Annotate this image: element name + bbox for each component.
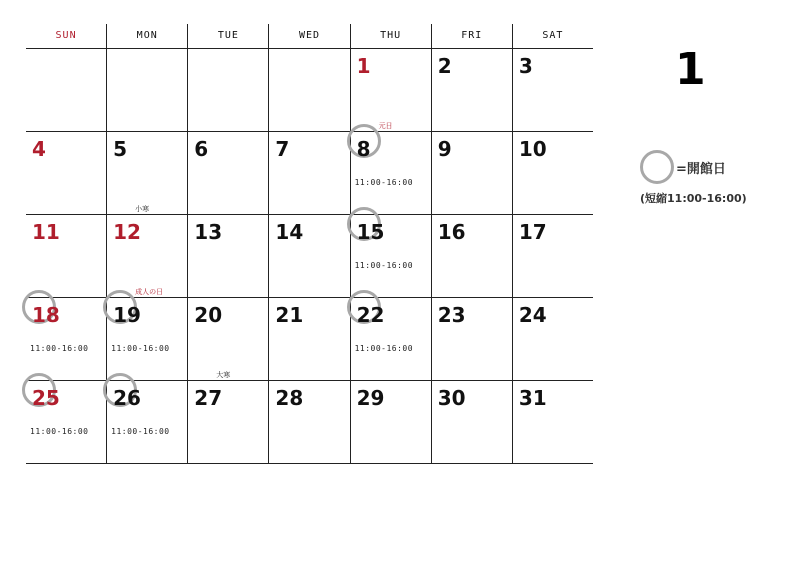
day-cell — [187, 371, 268, 463]
day-cell — [268, 298, 349, 380]
day-number: 9 — [437, 137, 452, 161]
day-cell — [106, 132, 187, 214]
day-cell — [26, 298, 106, 380]
empty-day-cell — [26, 49, 106, 131]
day-cell — [268, 215, 349, 297]
calendar-week-row — [26, 122, 593, 215]
day-number: 6 — [194, 137, 209, 161]
day-cell — [350, 298, 431, 380]
legend-label: =開館日 — [676, 162, 726, 177]
empty-day-cell — [106, 49, 187, 131]
day-cell — [350, 215, 431, 297]
day-cell — [431, 298, 512, 380]
day-cell — [26, 132, 106, 214]
day-cell — [268, 132, 349, 214]
opening-hours: 11:00-16:00 — [111, 344, 170, 353]
day-number: 23 — [437, 303, 466, 327]
day-number: 13 — [194, 220, 223, 244]
day-number: 17 — [518, 220, 547, 244]
opening-hours: 11:00-16:00 — [30, 427, 89, 436]
calendar-week-row — [26, 371, 593, 464]
day-number: 29 — [356, 386, 385, 410]
day-number: 26 — [113, 386, 141, 410]
calendar-week-row — [26, 288, 593, 381]
day-number: 28 — [275, 386, 304, 410]
day-cell — [512, 215, 593, 297]
open-day-circle-icon — [640, 150, 674, 184]
day-cell — [512, 132, 593, 214]
day-number: 14 — [275, 220, 304, 244]
day-cell — [350, 122, 431, 214]
day-cell — [512, 298, 593, 380]
day-number: 8 — [356, 137, 371, 161]
day-number: 3 — [518, 54, 533, 78]
weekday-header-row — [26, 24, 593, 49]
day-number: 25 — [32, 386, 60, 410]
day-cell — [187, 215, 268, 297]
day-number: 10 — [518, 137, 547, 161]
opening-hours: 11:00-16:00 — [354, 178, 414, 187]
weekday-header: THU — [350, 24, 431, 48]
calendar-weeks — [26, 49, 593, 464]
empty-day-cell — [187, 49, 268, 131]
weekday-header: TUE — [187, 24, 268, 48]
day-note: 大寒 — [216, 371, 231, 379]
day-cell — [431, 381, 512, 463]
day-cell — [512, 381, 593, 463]
day-cell — [431, 132, 512, 214]
opening-hours: 11:00-16:00 — [354, 261, 414, 270]
day-cell — [106, 381, 187, 463]
day-number: 2 — [437, 54, 452, 78]
month-number: 1 — [675, 44, 706, 95]
day-number: 18 — [32, 303, 60, 327]
opening-hours: 11:00-16:00 — [111, 427, 170, 436]
day-number: 30 — [437, 386, 466, 410]
day-cell — [26, 215, 106, 297]
day-number: 11 — [32, 220, 60, 244]
day-number: 1 — [356, 54, 371, 78]
day-number: 15 — [356, 220, 385, 244]
day-number: 22 — [356, 303, 385, 327]
weekday-header: WED — [268, 24, 349, 48]
day-note: 成人の日 — [135, 288, 164, 296]
day-cell — [187, 132, 268, 214]
opening-hours: 11:00-16:00 — [354, 344, 414, 353]
day-number: 20 — [194, 303, 223, 327]
empty-day-cell — [268, 49, 349, 131]
day-number: 27 — [194, 386, 223, 410]
day-number: 21 — [275, 303, 304, 327]
day-cell — [350, 381, 431, 463]
day-cell — [268, 381, 349, 463]
day-number: 12 — [113, 220, 141, 244]
weekday-header: SAT — [512, 24, 593, 48]
day-number: 19 — [113, 303, 141, 327]
day-number: 5 — [113, 137, 128, 161]
opening-hours: 11:00-16:00 — [30, 344, 89, 353]
day-number: 7 — [275, 137, 290, 161]
day-number: 24 — [518, 303, 547, 327]
weekday-header: MON — [106, 24, 187, 48]
day-note: 小寒 — [135, 205, 150, 213]
day-note: 元日 — [378, 122, 393, 130]
day-cell — [26, 381, 106, 463]
day-cell — [106, 288, 187, 380]
day-cell — [350, 49, 431, 131]
calendar-week-row — [26, 49, 593, 132]
weekday-header: FRI — [431, 24, 512, 48]
day-cell — [431, 49, 512, 131]
calendar-grid — [26, 24, 593, 464]
day-number: 16 — [437, 220, 466, 244]
day-cell — [512, 49, 593, 131]
day-cell — [106, 205, 187, 297]
calendar-week-row — [26, 205, 593, 298]
day-cell — [431, 215, 512, 297]
day-cell — [187, 298, 268, 380]
weekday-header: SUN — [55, 30, 77, 41]
day-number: 31 — [518, 386, 547, 410]
legend-hours: (短縮11:00-16:00) — [640, 192, 747, 205]
day-number: 4 — [32, 137, 46, 161]
